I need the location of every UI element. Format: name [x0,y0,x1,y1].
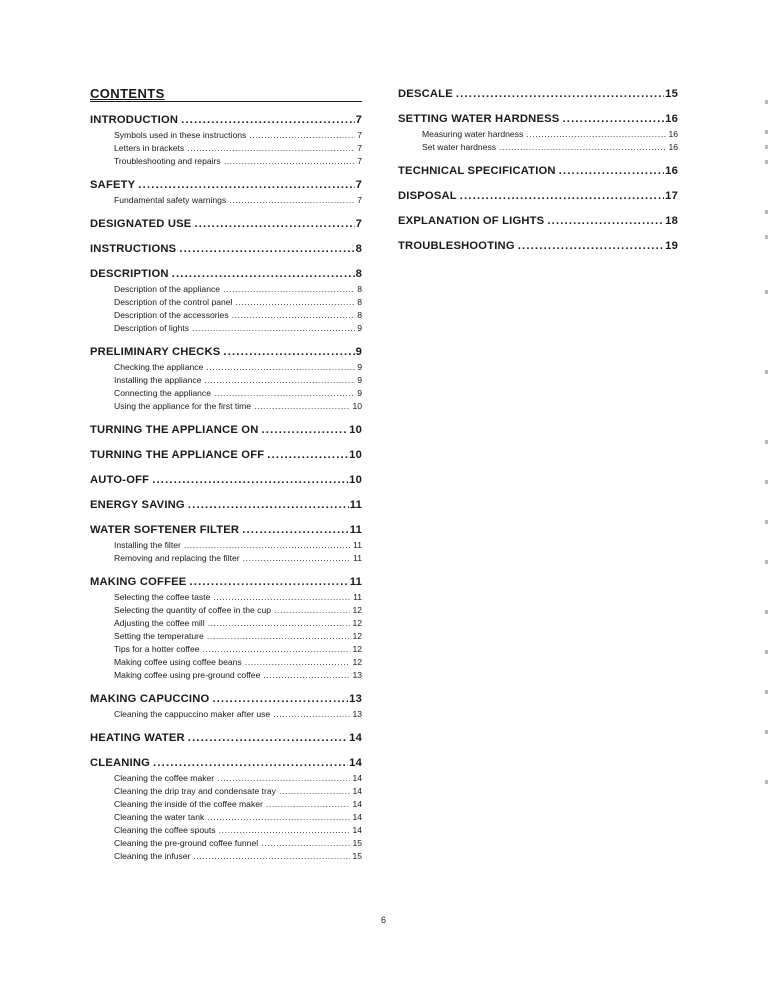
dot-leader [189,574,348,590]
toc-subentry[interactable] [114,708,362,721]
toc-subentry-title: Description of lights [114,323,189,333]
dot-leader [188,730,348,746]
toc-subentry[interactable] [114,837,362,850]
toc-section-making-coffee [90,574,362,682]
toc-section-making-capuccino [90,691,362,721]
toc-entry-page: 7 [355,179,362,191]
toc-section-safety [90,177,362,207]
toc-subentry[interactable] [114,824,362,837]
toc-entry-title: TECHNICAL SPECIFICATION [398,165,556,177]
toc-entry-page: 17 [665,190,678,202]
toc-subentry-page: 13 [352,670,362,680]
toc-subentry-title: Selecting the coffee taste [114,592,211,602]
toc-entry[interactable] [90,422,362,438]
toc-subentry-title: Cleaning the coffee maker [114,773,215,783]
toc-section-explanation-of-lights [398,213,678,229]
toc-entry-title: DESIGNATED USE [90,218,192,230]
toc-subentry[interactable] [114,785,362,798]
toc-entry[interactable] [90,497,362,513]
toc-section-energy-saving [90,497,362,513]
toc-subentry-title: Cleaning the inside of the coffee maker [114,799,263,809]
dot-leader [499,141,666,154]
toc-entry-page: 13 [349,693,362,705]
toc-section-troubleshooting [398,238,678,254]
toc-subentry-page: 9 [357,375,362,385]
toc-section-cleaning [90,755,362,863]
toc-subentry-page: 8 [357,310,362,320]
toc-entry-title: EXPLANATION OF LIGHTS [398,215,545,227]
toc-subentry-title: Cleaning the pre-ground coffee funnel [114,838,259,848]
dot-leader [526,128,666,141]
toc-entry-title: HEATING WATER [90,732,185,744]
toc-subentries [90,194,362,207]
toc-subentry-page: 12 [352,631,362,641]
toc-entry-page: 18 [665,215,678,227]
toc-entry[interactable] [398,86,678,102]
dot-leader [214,387,355,400]
toc-subentry-title: Tips for a hotter coffee [114,644,200,654]
toc-subentry-page: 12 [352,657,362,667]
toc-subentry-page: 7 [357,156,362,166]
toc-subentry-page: 14 [352,825,362,835]
page-number: 6 [381,915,387,925]
toc-entry-title: MAKING CAPUCCINO [90,693,210,705]
toc-entry[interactable] [90,574,362,590]
dot-leader [242,522,349,538]
toc-subentry-title: Cleaning the infuser [114,851,191,861]
toc-subentry-title: Selecting the quantity of coffee in the cup [114,605,272,615]
toc-subentry[interactable] [114,142,362,155]
dot-leader [172,266,355,282]
contents-left-column [90,86,362,872]
toc-section-preliminary-checks [90,344,362,413]
toc-left-list [90,112,362,863]
toc-subentry-page: 9 [357,323,362,333]
toc-section-auto-off [90,472,362,488]
toc-entry[interactable] [398,213,678,229]
toc-subentry[interactable] [114,552,362,565]
toc-entry-page: 11 [349,524,362,536]
dot-leader [518,238,664,254]
toc-subentry-title: Cleaning the drip tray and condensate tray [114,786,276,796]
toc-subentry[interactable] [422,141,678,154]
toc-entry-title: PRELIMINARY CHECKS [90,346,221,358]
dot-leader [273,708,350,721]
toc-subentry-page: 13 [352,709,362,719]
toc-entry-page: 11 [349,499,362,511]
dot-leader [138,177,354,193]
dot-leader [192,322,355,335]
dot-leader [223,344,354,360]
dot-leader [187,142,355,155]
toc-entry-page: 10 [349,449,362,461]
toc-entry-title: SETTING WATER HARDNESS [398,113,560,125]
toc-subentry-title: Using the appliance for the first time [114,401,252,411]
toc-entry-title: DISPOSAL [398,190,457,202]
toc-subentry[interactable] [114,772,362,785]
toc-subentry-title: Connecting the appliance [114,388,211,398]
toc-subentry[interactable] [114,617,362,630]
toc-subentry-page: 11 [353,553,362,563]
toc-subentry[interactable] [114,604,362,617]
toc-entry-page: 16 [665,165,678,177]
toc-entry[interactable] [398,163,678,179]
toc-subentry-title: Checking the appliance [114,362,204,372]
toc-subentry-title: Description of the appliance [114,284,221,294]
toc-subentry-page: 16 [668,129,678,139]
dot-leader [208,617,351,630]
toc-subentries [90,708,362,721]
dot-leader [254,400,350,413]
dot-leader [547,213,664,229]
toc-subentry-page: 14 [352,786,362,796]
toc-subentry[interactable] [114,194,362,207]
toc-section-turning-the-appliance-off [90,447,362,463]
toc-subentry-page: 7 [357,195,362,205]
toc-subentry-page: 7 [357,143,362,153]
dot-leader [217,772,350,785]
toc-section-heating-water [90,730,362,746]
toc-subentry-page: 16 [668,142,678,152]
toc-entry[interactable] [90,522,362,538]
toc-subentry-page: 14 [352,799,362,809]
toc-subentry[interactable] [114,309,362,322]
toc-entry[interactable] [90,177,362,193]
toc-subentries [398,128,678,154]
toc-entry-page: 10 [349,424,362,436]
dot-leader [184,539,351,552]
toc-entry-title: MAKING COFFEE [90,576,187,588]
toc-subentry[interactable] [114,591,362,604]
toc-subentry[interactable] [114,798,362,811]
toc-entry[interactable] [90,755,362,771]
toc-entry[interactable] [398,111,678,127]
toc-subentry-title: Installing the appliance [114,375,202,385]
dot-leader [223,283,355,296]
dot-leader [194,216,354,232]
toc-subentry-title: Description of the accessories [114,310,229,320]
toc-subentries [90,539,362,565]
toc-subentry[interactable] [114,643,362,656]
toc-subentry-title: Description of the control panel [114,297,233,307]
toc-subentry-page: 9 [357,388,362,398]
toc-entry-title: DESCALE [398,88,453,100]
toc-entry[interactable] [90,691,362,707]
toc-entry-page: 19 [665,240,678,252]
dot-leader [235,296,355,309]
dot-leader [243,552,351,565]
toc-subentry-title: Letters in brackets [114,143,185,153]
toc-entry-page: 11 [349,576,362,588]
dot-leader [261,422,348,438]
toc-section-water-softener-filter [90,522,362,565]
dot-leader [562,111,664,127]
dot-leader [266,798,351,811]
toc-entry-title: DESCRIPTION [90,268,169,280]
toc-section-technical-specification [398,163,678,179]
toc-entry-page: 8 [355,243,362,255]
dot-leader [232,309,356,322]
toc-entry-title: WATER SOFTENER FILTER [90,524,240,536]
toc-entry-page: 15 [665,88,678,100]
toc-subentry[interactable] [114,656,362,669]
toc-subentry-page: 12 [352,618,362,628]
toc-subentry[interactable] [114,129,362,142]
toc-subentry-page: 15 [352,838,362,848]
dot-leader [456,86,664,102]
dot-leader [212,691,348,707]
toc-subentry[interactable] [114,400,362,413]
toc-entry-title: INTRODUCTION [90,114,179,126]
toc-subentry-title: Cleaning the water tank [114,812,205,822]
toc-entry-page: 7 [355,218,362,230]
dot-leader [152,472,348,488]
toc-entry-title: SAFETY [90,179,136,191]
toc-subentry[interactable] [114,155,362,168]
toc-entry-title: CLEANING [90,757,151,769]
dot-leader [245,656,351,669]
toc-subentries [90,591,362,682]
dot-leader [559,163,664,179]
toc-entry[interactable] [90,447,362,463]
dot-leader [249,129,355,142]
dot-leader [460,188,664,204]
toc-entry-title: ENERGY SAVING [90,499,185,511]
toc-subentry-page: 15 [352,851,362,861]
dot-leader [274,604,350,617]
toc-section-turning-the-appliance-on [90,422,362,438]
toc-entry-title: INSTRUCTIONS [90,243,177,255]
toc-entry-title: TROUBLESHOOTING [398,240,515,252]
toc-subentry[interactable] [114,296,362,309]
toc-subentries [90,772,362,863]
toc-subentry-title: Cleaning the cappuccino maker after use [114,709,271,719]
toc-entry-title: TURNING THE APPLIANCE OFF [90,449,265,461]
dot-leader [153,755,348,771]
toc-subentry-title: Set water hardness [422,142,497,152]
dot-leader [181,112,354,128]
dot-leader [279,785,350,798]
toc-right-list [398,86,678,254]
contents-right-column [398,86,678,263]
toc-subentry-page: 12 [352,605,362,615]
toc-subentry-title: Setting the temperature [114,631,204,641]
toc-section-designated-use [90,216,362,232]
toc-subentry-page: 7 [357,130,362,140]
dot-leader [213,591,351,604]
toc-entry[interactable] [90,344,362,360]
toc-subentry-page: 10 [352,401,362,411]
toc-section-disposal [398,188,678,204]
toc-subentry-page: 11 [353,592,362,602]
toc-subentry[interactable] [422,128,678,141]
toc-subentry-page: 8 [357,297,362,307]
toc-section-introduction [90,112,362,168]
toc-subentry[interactable] [114,283,362,296]
toc-section-instructions [90,241,362,257]
toc-section-description [90,266,362,335]
toc-entry-page: 9 [355,346,362,358]
toc-entry-page: 10 [349,474,362,486]
toc-entry[interactable] [90,472,362,488]
toc-subentries [90,129,362,168]
dot-leader [263,669,350,682]
toc-section-setting-water-hardness [398,111,678,154]
dot-leader [179,241,354,257]
toc-subentry-page: 14 [352,812,362,822]
toc-subentry[interactable] [114,374,362,387]
toc-subentry[interactable] [114,322,362,335]
dot-leader [261,837,350,850]
toc-entry-title: AUTO-OFF [90,474,150,486]
toc-subentry-title: Troubleshooting and repairs [114,156,221,166]
dot-leader [229,194,355,207]
toc-subentry[interactable] [114,669,362,682]
toc-subentry-page: 9 [357,362,362,372]
toc-subentry[interactable] [114,361,362,374]
toc-subentry-title: Measuring water hardness [422,129,524,139]
toc-entry-page: 7 [355,114,362,126]
toc-entry-title: TURNING THE APPLIANCE ON [90,424,259,436]
contents-title: CONTENTS [90,86,362,102]
toc-entry-page: 16 [665,113,678,125]
toc-subentry[interactable] [114,850,362,863]
toc-subentry-title: Making coffee using coffee beans [114,657,242,667]
toc-entry[interactable] [90,266,362,282]
toc-subentry[interactable] [114,387,362,400]
dot-leader [207,811,350,824]
dot-leader [219,824,351,837]
toc-entry-page: 14 [349,732,362,744]
bleed-edge-marks [764,90,768,810]
toc-subentry[interactable] [114,630,362,643]
toc-subentry[interactable] [114,811,362,824]
toc-subentries [90,283,362,335]
toc-section-descale [398,86,678,102]
toc-subentry-title: Symbols used in these instructions [114,130,247,140]
toc-entry[interactable] [90,112,362,128]
toc-subentry-page: 11 [353,540,362,550]
toc-entry[interactable] [398,188,678,204]
toc-entry-page: 14 [349,757,362,769]
dot-leader [193,850,350,863]
toc-subentry-page: 14 [352,773,362,783]
toc-subentry-title: Fundamental safety warnings [114,195,227,205]
toc-subentry-title: Making coffee using pre-ground coffee [114,670,261,680]
toc-entry[interactable] [90,730,362,746]
toc-subentry-page: 8 [357,284,362,294]
toc-subentry-title: Adjusting the coffee mill [114,618,205,628]
dot-leader [224,155,356,168]
toc-entry[interactable] [398,238,678,254]
dot-leader [204,374,355,387]
dot-leader [267,447,348,463]
toc-subentry-page: 12 [352,644,362,654]
toc-entry-page: 8 [355,268,362,280]
toc-entry[interactable] [90,216,362,232]
toc-subentry[interactable] [114,539,362,552]
dot-leader [207,630,351,643]
toc-entry[interactable] [90,241,362,257]
toc-subentry-title: Installing the filter [114,540,181,550]
toc-subentry-title: Removing and replacing the filter [114,553,240,563]
dot-leader [188,497,349,513]
dot-leader [203,643,351,656]
dot-leader [206,361,355,374]
toc-subentries [90,361,362,413]
toc-subentry-title: Cleaning the coffee spouts [114,825,216,835]
